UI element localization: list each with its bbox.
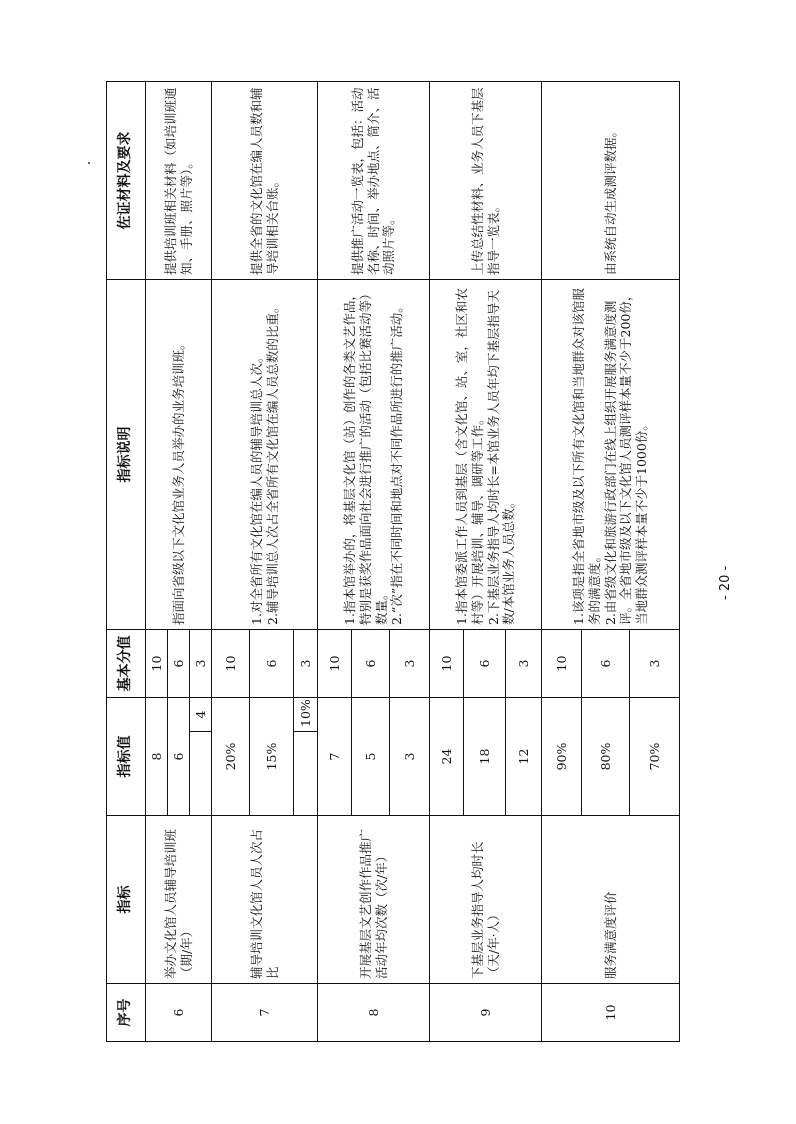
rotated-page-content (106, 82, 690, 1042)
row-seq: 8 (318, 984, 430, 1042)
row-score: 6 (464, 630, 506, 698)
row-value: 8 (146, 698, 168, 816)
row-score: 6 (168, 630, 190, 698)
row-value: 5 (352, 698, 390, 816)
table-row (430, 82, 464, 1042)
table-row (212, 82, 250, 1042)
row-desc (542, 280, 680, 630)
row-value: 70% (630, 698, 680, 816)
row-score: 6 (582, 630, 630, 698)
row-evidence: 上传总结性材料、业务人员下基层指导一览表。 (430, 82, 542, 280)
desc-line: 2.由省级文化和旅游行政部门在线上组织开展服务满意度测评。全省地市级及以下文化馆人员测评样本量不少于200份，当地群众测评样本量不少于1000份。 (602, 288, 649, 625)
row-value: 20% (212, 698, 250, 816)
header-value: 指标值 (107, 698, 146, 816)
row-indicator: 辅导培训文化馆人员人次占比 (212, 816, 318, 984)
row-value: 15% (250, 698, 294, 816)
row-score: 10 (146, 630, 168, 698)
row-seq: 10 (542, 984, 680, 1042)
row-score: 3 (390, 630, 430, 698)
header-score: 基本分值 (107, 630, 146, 698)
desc-line: 1.指本馆委派工作人员到基层（含文化馆、站、室，社区和农村等）开展培训、辅导、调研等工作。 (454, 288, 485, 625)
row-value: 12 (506, 698, 542, 816)
row-evidence: 提供培训班相关材料（如培训班通知、手册、照片等）。 (146, 82, 212, 280)
header-desc: 指标说明 (107, 280, 146, 630)
table-row (146, 82, 168, 1042)
desc-line: 1.指本馆举办的，将基层文化馆（站）创作的各类文艺作品，特别是获奖作品面向社会进行推广的活动（包括比赛活动等）数量。 (342, 287, 389, 625)
row-value: 90% (542, 698, 582, 816)
row-desc (146, 280, 212, 630)
row-seq: 7 (212, 984, 318, 1042)
row-score: 10 (430, 630, 464, 698)
row-desc (212, 280, 318, 630)
row-value: 3 (390, 698, 430, 816)
indicator-table (106, 81, 680, 1042)
row-score: 3 (630, 630, 680, 698)
row-score: 6 (352, 630, 390, 698)
row-indicator: 举办文化馆人员辅导培训班（期/年） (146, 816, 212, 984)
row-seq: 6 (146, 984, 212, 1042)
row-indicator: 下基层业务指导人均时长 （天/年·人） (430, 816, 542, 984)
row-value: 24 (430, 698, 464, 816)
row-evidence: 由系统自动生成测评数据。 (542, 82, 680, 280)
row-score: 10 (542, 630, 582, 698)
row-score: 3 (294, 630, 318, 698)
row-value: 4 (190, 698, 212, 732)
table-header-row (107, 82, 146, 1042)
table-row (542, 82, 582, 1042)
row-value: 7 (318, 698, 352, 816)
desc-line: 指面向省级以下文化馆业务人员举办的业务培训班。 (170, 337, 186, 625)
header-seq: 序号 (107, 984, 146, 1042)
row-desc (318, 280, 430, 630)
desc-line: 2.“次”指在不同时间和地点对不同作品所进行的推广活动。 (389, 300, 405, 625)
desc-line: 1.该项是指全省地市级及以下所有文化馆和当地群众对该馆服务的满意度。 (571, 288, 603, 625)
row-score: 10 (318, 630, 352, 698)
row-value: 18 (464, 698, 506, 816)
row-score: 3 (506, 630, 542, 698)
desc-line: 2.下基层业务指导人均时长=本馆业务人员年均下基层指导天数/本馆业务人员总数。 (485, 290, 517, 625)
empty-cell (294, 732, 318, 816)
table-row (318, 82, 352, 1042)
scan-speck (88, 162, 90, 164)
row-seq: 9 (430, 984, 542, 1042)
row-value: 6 (168, 698, 190, 816)
desc-line: 2.辅导培训总人次占全省所有文化馆在编人员总数的比重。 (264, 300, 280, 625)
row-score: 3 (190, 630, 212, 698)
row-desc (430, 280, 542, 630)
desc-line: 1.对全省所有文化馆在编人员的辅导培训总人次。 (248, 350, 264, 625)
header-evidence: 佐证材料及要求 (107, 82, 146, 280)
empty-cell (190, 732, 212, 816)
row-score: 6 (250, 630, 294, 698)
row-value: 80% (582, 698, 630, 816)
page-number: - 20 - (718, 565, 733, 600)
row-score: 10 (212, 630, 250, 698)
row-value: 10% (294, 698, 318, 732)
header-indicator: 指标 (107, 816, 146, 984)
row-evidence: 提供全省的文化馆在编人员数和辅导培训相关台账。 (212, 82, 318, 280)
row-indicator: 服务满意度评价 (542, 816, 680, 984)
row-evidence: 提供推广活动一览表，包括：活动名称、时间、举办地点、简介、活动照片等。 (318, 82, 430, 280)
row-indicator: 开展基层文艺创作作品推广活动年均次数（次/年） (318, 816, 430, 984)
